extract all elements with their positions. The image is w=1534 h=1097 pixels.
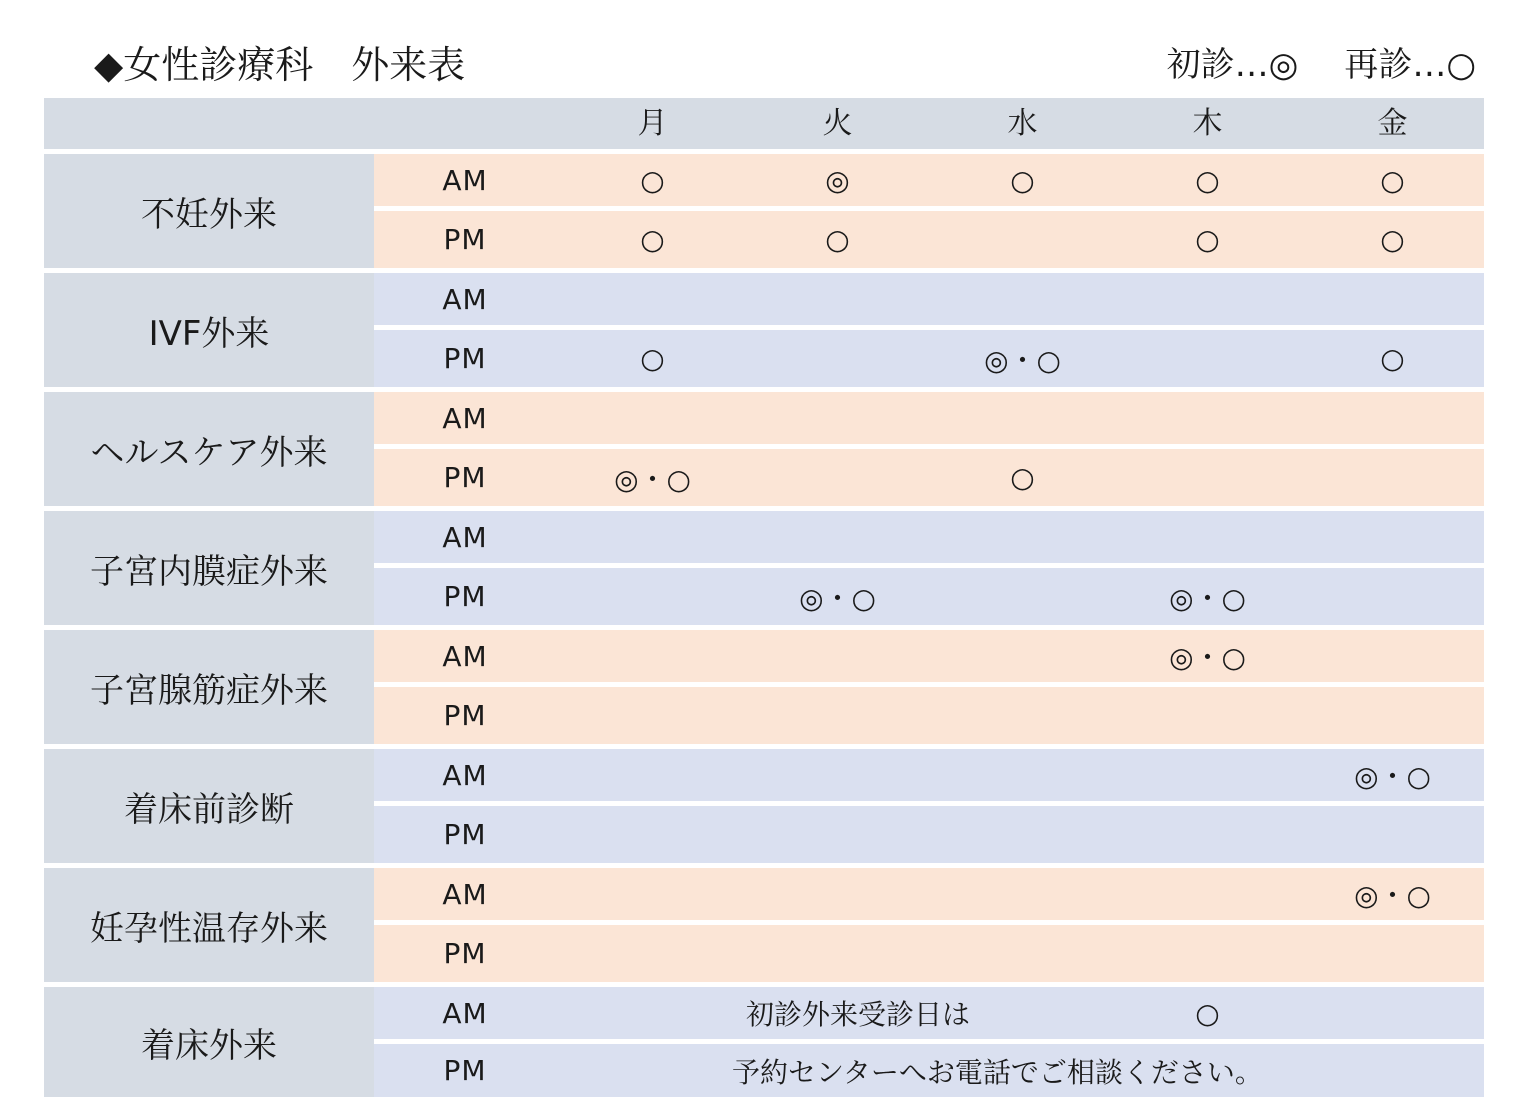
period-label: AM [442,163,488,197]
clinic-group-ivf [44,273,1484,387]
period-label: PM [443,1054,487,1087]
clinic-label: 着床外来 [44,987,374,1097]
period-label: AM [442,282,488,316]
schedule-cell-mon [560,749,745,801]
period-label: AM [442,758,488,792]
schedule-cell-tue [745,687,930,744]
period-label: PM [443,699,487,732]
schedule-cell-fri: ○ [1380,223,1405,256]
schedule-cell-fri [1300,392,1485,444]
schedule-cell-tue [745,273,930,325]
table-row [374,211,1484,268]
schedule-cell-mon [560,630,745,682]
schedule-cell-wed [930,630,1115,682]
period-label: PM [443,937,487,970]
table-row [374,925,1484,982]
day-header-row [44,98,1484,149]
table-row [374,273,1484,325]
clinic-label: 不妊外来 [44,154,374,268]
schedule-cell-tue [745,806,930,863]
schedule-cell-fri: ◎・○ [1354,760,1431,793]
clinic-label: 子宮腺筋症外来 [44,630,374,744]
schedule-cell-thu [1115,868,1300,920]
table-row [374,749,1484,801]
schedule-cell-mon [560,568,745,625]
legend [1167,40,1476,90]
schedule-cell-wed [930,749,1115,801]
day-header-mon: 月 [637,106,668,141]
schedule-cell-wed [930,211,1115,268]
schedule-cell-fri: ○ [1380,342,1405,375]
table-row [374,449,1484,506]
schedule-cell-mon: ○ [640,163,665,197]
clinic-group-infertility [44,154,1484,268]
schedule-cell-wed [930,511,1115,563]
schedule-cell-fri [1300,273,1485,325]
schedule-cell-fri [1300,687,1485,744]
schedule-cell-thu [1115,925,1300,982]
schedule-table [44,98,1484,1097]
period-label: AM [442,401,488,435]
table-row [374,987,1484,1039]
schedule-cell-fri [1300,806,1485,863]
schedule-cell-tue [745,511,930,563]
clinic-label: IVF外来 [44,273,374,387]
schedule-cell-tue: ◎ [825,163,850,197]
schedule-cell-mon [560,868,745,920]
schedule-cell-tue [745,868,930,920]
schedule-cell-wed [930,687,1115,744]
day-header-tue: 火 [822,106,853,141]
schedule-cell-mon [560,925,745,982]
schedule-cell-mon: ○ [640,223,665,256]
clinic-group-adenomyosis [44,630,1484,744]
day-header-thu: 木 [1192,106,1223,141]
schedule-cell-thu: ○ [1195,163,1220,197]
legend-return-visit: 再診…○ [1344,45,1476,85]
schedule-cell-thu [1115,687,1300,744]
clinic-label: 着床前診断 [44,749,374,863]
page-title: ◆女性診療科 外来表 [94,43,466,87]
period-label: AM [442,520,488,554]
table-row [374,392,1484,444]
clinic-group-endometriosis [44,511,1484,625]
table-row [374,1044,1484,1097]
day-header-fri: 金 [1377,106,1408,141]
schedule-cell-thu [1115,749,1300,801]
clinic-group-healthcare [44,392,1484,506]
note-line-1: 初診外来受診日は [746,998,971,1031]
schedule-cell-thu [1115,330,1300,387]
schedule-cell-thu [1115,806,1300,863]
period-label: AM [442,996,488,1030]
legend-first-visit: 初診…◎ [1166,45,1299,85]
period-label: PM [443,461,487,494]
schedule-cell-mon: ◎・○ [614,462,691,496]
schedule-cell-thu: ○ [1195,996,1220,1030]
schedule-cell-mon [560,392,745,444]
schedule-cell-mon: ○ [640,342,665,375]
schedule-cell-fri [1300,511,1485,563]
clinic-group-pgt [44,749,1484,863]
table-row [374,630,1484,682]
schedule-cell-thu: ○ [1195,223,1220,256]
period-label: PM [443,580,487,613]
schedule-cell-wed [930,392,1115,444]
day-header-wed: 水 [1007,106,1038,141]
period-label: AM [442,877,488,911]
period-label: PM [443,342,487,375]
schedule-cell-wed: ◎・○ [984,343,1061,377]
schedule-cell-fri: ○ [1380,163,1405,197]
schedule-cell-fri [1300,449,1485,506]
schedule-cell-tue [745,392,930,444]
schedule-cell-wed: ○ [1010,163,1035,197]
schedule-cell-thu: ◎・○ [1169,581,1246,615]
schedule-cell-fri [1300,568,1485,625]
table-row [374,806,1484,863]
schedule-cell-tue [745,749,930,801]
clinic-label: 子宮内膜症外来 [44,511,374,625]
schedule-cell-thu [1115,449,1300,506]
period-label: PM [443,818,487,851]
schedule-cell-wed [930,925,1115,982]
schedule-cell-fri [1300,630,1485,682]
schedule-cell-tue [745,630,930,682]
schedule-cell-thu: ◎・○ [1169,641,1246,674]
schedule-cell-mon [560,687,745,744]
period-label: PM [443,223,487,256]
schedule-cell-wed: ○ [1010,461,1035,494]
schedule-cell-fri [1300,925,1485,982]
schedule-cell-thu [1115,392,1300,444]
schedule-cell-thu [1115,511,1300,563]
schedule-cell-tue [745,330,930,387]
clinic-label: 妊孕性温存外来 [44,868,374,982]
clinic-group-implantation [44,987,1484,1097]
schedule-cell-tue: ◎・○ [799,581,876,615]
clinic-group-fertility-preservation [44,868,1484,982]
schedule-cell-tue [745,925,930,982]
table-row [374,687,1484,744]
schedule-cell-fri: ◎・○ [1354,879,1431,912]
table-row [374,568,1484,625]
schedule-cell-wed [930,868,1115,920]
table-row [374,511,1484,563]
schedule-cell-mon [560,273,745,325]
schedule-cell-wed [930,273,1115,325]
schedule-cell-tue [745,449,930,506]
schedule-cell-mon [560,511,745,563]
schedule-cell-tue: ○ [825,223,850,256]
table-row [374,154,1484,206]
clinic-label: ヘルスケア外来 [44,392,374,506]
schedule-cell-thu [1115,273,1300,325]
schedule-cell-mon [560,806,745,863]
period-label: AM [442,639,488,673]
schedule-cell-wed [930,806,1115,863]
schedule-cell-wed [930,568,1115,625]
note-line-2: 予約センターへお電話でご相談ください。 [732,1055,1263,1089]
table-row [374,330,1484,387]
table-row [374,868,1484,920]
